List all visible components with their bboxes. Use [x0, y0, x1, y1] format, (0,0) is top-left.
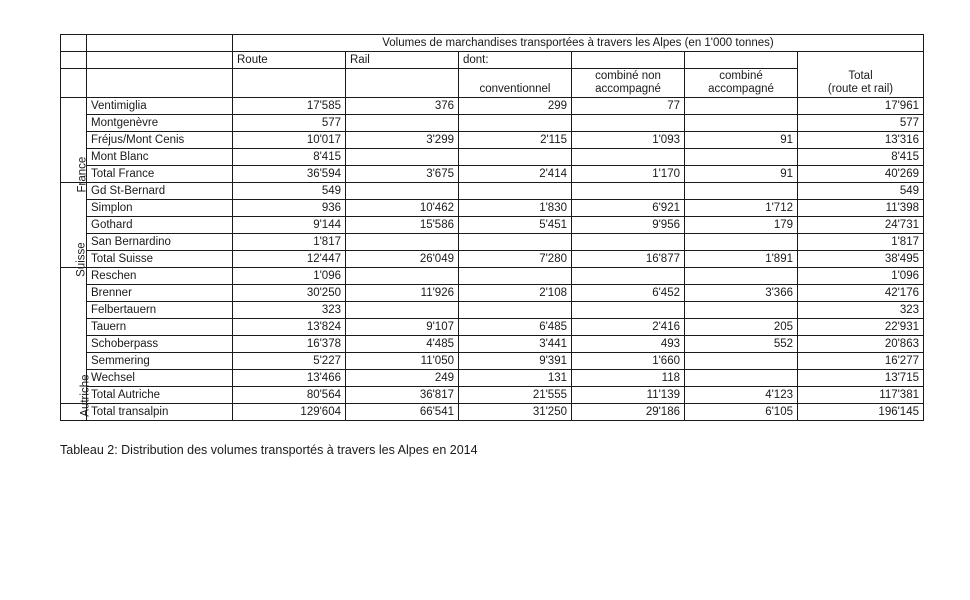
- table-row: [61, 149, 924, 166]
- cell-combine-accompagne: 3'366: [685, 285, 798, 302]
- cell-conventionnel: 6'485: [459, 319, 572, 336]
- group-label-france: [61, 98, 89, 193]
- cell-combine-accompagne: [685, 302, 798, 319]
- header-col-dont-spacer-1: [572, 52, 685, 69]
- cell-rail: 11'926: [346, 285, 459, 302]
- cell-route: 5'227: [233, 353, 346, 370]
- group-label-suisse: [61, 183, 88, 278]
- group-label-autriche-text: Autriche: [79, 374, 92, 417]
- cell-combine-non-accompagne: [572, 183, 685, 200]
- cell-conventionnel: 7'280: [459, 251, 572, 268]
- cell-total: 42'176: [798, 285, 924, 302]
- cell-total: 20'863: [798, 336, 924, 353]
- cell-combine-non-accompagne: 29'186: [572, 404, 685, 421]
- cell-route: 577: [233, 115, 346, 132]
- cell-combine-accompagne: 179: [685, 217, 798, 234]
- header-cna-line2: accompagné: [595, 83, 661, 96]
- cell-total: 1'096: [798, 268, 924, 285]
- table-row: [61, 132, 924, 149]
- cell-route: 13'466: [233, 370, 346, 387]
- cell-combine-non-accompagne: 118: [572, 370, 685, 387]
- cell-combine-non-accompagne: [572, 149, 685, 166]
- header-col-total-line1: Total: [848, 70, 873, 82]
- header-corner-name: [87, 35, 233, 52]
- cell-total: 11'398: [798, 200, 924, 217]
- table-caption: Tableau 2: Distribution des volumes transportés à travers les Alpes en 2014: [60, 443, 478, 458]
- cell-route: 13'824: [233, 319, 346, 336]
- table-row: [61, 353, 924, 370]
- cell-conventionnel: 2'115: [459, 132, 572, 149]
- cell-conventionnel: [459, 302, 572, 319]
- cell-combine-accompagne: [685, 115, 798, 132]
- cell-route: 549: [233, 183, 346, 200]
- header-cna-line1: combiné non: [595, 70, 661, 82]
- cell-total: 38'495: [798, 251, 924, 268]
- cell-total: 117'381: [798, 387, 924, 404]
- cell-combine-accompagne: [685, 268, 798, 285]
- header-col-rail: Rail: [346, 52, 459, 69]
- table-row: [61, 234, 924, 251]
- cell-rail: 26'049: [346, 251, 459, 268]
- cell-conventionnel: [459, 115, 572, 132]
- cell-rail: [346, 302, 459, 319]
- cell-total: 22'931: [798, 319, 924, 336]
- cell-rail: [346, 268, 459, 285]
- header-col-combine-accompagne: [685, 69, 798, 98]
- cell-combine-accompagne: 4'123: [685, 387, 798, 404]
- cell-rail: 3'299: [346, 132, 459, 149]
- cell-conventionnel: [459, 268, 572, 285]
- cell-route: 10'017: [233, 132, 346, 149]
- cell-combine-non-accompagne: [572, 268, 685, 285]
- cell-rail: 376: [346, 98, 459, 115]
- cell-conventionnel: [459, 149, 572, 166]
- row-name: Mont Blanc: [87, 149, 233, 166]
- header-ca-line2: accompagné: [708, 83, 774, 96]
- table-row: [61, 370, 924, 387]
- header-col-route: Route: [233, 52, 346, 69]
- row-name: San Bernardino: [87, 234, 233, 251]
- row-name: Total transalpin: [87, 404, 233, 421]
- table-row: [61, 217, 924, 234]
- cell-conventionnel: 21'555: [459, 387, 572, 404]
- cell-combine-non-accompagne: 2'416: [572, 319, 685, 336]
- cell-rail: 249: [346, 370, 459, 387]
- cell-total: 196'145: [798, 404, 924, 421]
- cell-route: 8'415: [233, 149, 346, 166]
- cell-combine-non-accompagne: [572, 115, 685, 132]
- cell-route: 129'604: [233, 404, 346, 421]
- cell-combine-non-accompagne: 1'660: [572, 353, 685, 370]
- cell-combine-accompagne: 91: [685, 132, 798, 149]
- cell-combine-accompagne: [685, 98, 798, 115]
- cell-combine-non-accompagne: 11'139: [572, 387, 685, 404]
- table-row: [61, 98, 924, 115]
- cell-rail: 36'817: [346, 387, 459, 404]
- cell-combine-accompagne: 552: [685, 336, 798, 353]
- cell-combine-accompagne: 1'891: [685, 251, 798, 268]
- cell-combine-accompagne: 1'712: [685, 200, 798, 217]
- cell-total: 577: [798, 115, 924, 132]
- row-name: Semmering: [87, 353, 233, 370]
- cell-combine-non-accompagne: 493: [572, 336, 685, 353]
- table-row: [61, 200, 924, 217]
- cell-route: 1'096: [233, 268, 346, 285]
- row-name: Fréjus/Mont Cenis: [87, 132, 233, 149]
- cell-rail: 4'485: [346, 336, 459, 353]
- cell-conventionnel: 2'414: [459, 166, 572, 183]
- table-row: [61, 183, 924, 200]
- row-name: Brenner: [87, 285, 233, 302]
- cell-route: 17'585: [233, 98, 346, 115]
- cell-combine-accompagne: [685, 353, 798, 370]
- header-col-combine-non-accompagne: [572, 69, 685, 98]
- header-col-conventionnel: conventionnel: [459, 69, 572, 98]
- cell-conventionnel: 31'250: [459, 404, 572, 421]
- cell-combine-accompagne: [685, 183, 798, 200]
- table-row: [61, 285, 924, 302]
- cell-total: 1'817: [798, 234, 924, 251]
- row-name: Tauern: [87, 319, 233, 336]
- cell-conventionnel: 299: [459, 98, 572, 115]
- row-name: Total Autriche: [87, 387, 233, 404]
- cell-route: 80'564: [233, 387, 346, 404]
- cell-combine-non-accompagne: [572, 302, 685, 319]
- cell-route: 323: [233, 302, 346, 319]
- header-col-total: [798, 52, 924, 98]
- header-ca-line1: combiné: [719, 70, 763, 82]
- cell-combine-non-accompagne: 9'956: [572, 217, 685, 234]
- table-row: [61, 319, 924, 336]
- table-row: [61, 302, 924, 319]
- cell-rail: 15'586: [346, 217, 459, 234]
- row-name: Gothard: [87, 217, 233, 234]
- row-name: Wechsel: [87, 370, 233, 387]
- header-corner-name-2: [87, 52, 233, 69]
- cell-combine-non-accompagne: 16'877: [572, 251, 685, 268]
- cell-conventionnel: 1'830: [459, 200, 572, 217]
- cell-conventionnel: 5'451: [459, 217, 572, 234]
- table-row: [61, 115, 924, 132]
- cell-combine-non-accompagne: [572, 234, 685, 251]
- table-row: [61, 268, 924, 285]
- table-row-total: [61, 166, 924, 183]
- freight-volumes-table: [60, 34, 924, 421]
- cell-combine-accompagne: [685, 234, 798, 251]
- cell-total: 549: [798, 183, 924, 200]
- header-col-dont: dont:: [459, 52, 572, 69]
- cell-combine-accompagne: [685, 149, 798, 166]
- cell-rail: [346, 183, 459, 200]
- table-header-row-1: [61, 35, 924, 52]
- row-name: Gd St-Bernard: [87, 183, 233, 200]
- cell-route: 12'447: [233, 251, 346, 268]
- table-header-row-3: [61, 69, 924, 98]
- cell-conventionnel: [459, 234, 572, 251]
- table-header-row-2: [61, 52, 924, 69]
- cell-total: 323: [798, 302, 924, 319]
- cell-rail: [346, 234, 459, 251]
- cell-combine-accompagne: [685, 370, 798, 387]
- cell-total: 40'269: [798, 166, 924, 183]
- row-name: Felbertauern: [87, 302, 233, 319]
- cell-combine-accompagne: 91: [685, 166, 798, 183]
- cell-total: 13'316: [798, 132, 924, 149]
- row-name: Ventimiglia: [87, 98, 233, 115]
- cell-rail: 10'462: [346, 200, 459, 217]
- group-label-france-text: France: [76, 156, 89, 193]
- cell-conventionnel: 9'391: [459, 353, 572, 370]
- cell-total: 17'961: [798, 98, 924, 115]
- header-corner-group: [61, 35, 87, 52]
- table-row-total: [61, 251, 924, 268]
- header-corner-group-3: [61, 69, 87, 98]
- cell-combine-non-accompagne: 1'093: [572, 132, 685, 149]
- cell-route: 936: [233, 200, 346, 217]
- cell-rail: 11'050: [346, 353, 459, 370]
- cell-conventionnel: 3'441: [459, 336, 572, 353]
- header-rail-spacer: [346, 69, 459, 98]
- cell-combine-non-accompagne: 1'170: [572, 166, 685, 183]
- table-row-total: [61, 387, 924, 404]
- cell-combine-accompagne: 205: [685, 319, 798, 336]
- cell-combine-non-accompagne: 77: [572, 98, 685, 115]
- cell-total: 16'277: [798, 353, 924, 370]
- table-row: [61, 336, 924, 353]
- row-name: Total Suisse: [87, 251, 233, 268]
- group-label-suisse-text: Suisse: [75, 242, 88, 278]
- group-label-autriche: [61, 268, 92, 417]
- cell-route: 9'144: [233, 217, 346, 234]
- row-name: Reschen: [87, 268, 233, 285]
- cell-combine-non-accompagne: 6'452: [572, 285, 685, 302]
- row-name: Simplon: [87, 200, 233, 217]
- cell-conventionnel: [459, 183, 572, 200]
- header-col-dont-spacer-2: [685, 52, 798, 69]
- header-route-spacer: [233, 69, 346, 98]
- header-corner-name-3: [87, 69, 233, 98]
- cell-route: 30'250: [233, 285, 346, 302]
- header-corner-group-2: [61, 52, 87, 69]
- cell-conventionnel: 2'108: [459, 285, 572, 302]
- cell-combine-non-accompagne: 6'921: [572, 200, 685, 217]
- cell-route: 1'817: [233, 234, 346, 251]
- cell-rail: [346, 115, 459, 132]
- row-name: Total France: [87, 166, 233, 183]
- cell-total: 13'715: [798, 370, 924, 387]
- cell-rail: 3'675: [346, 166, 459, 183]
- cell-combine-accompagne: 6'105: [685, 404, 798, 421]
- cell-rail: 66'541: [346, 404, 459, 421]
- cell-rail: 9'107: [346, 319, 459, 336]
- header-span-title: Volumes de marchandises transportées à travers les Alpes (en 1'000 tonnes): [233, 35, 924, 52]
- table-row-grand-total: [61, 404, 924, 421]
- cell-route: 36'594: [233, 166, 346, 183]
- row-name: Schoberpass: [87, 336, 233, 353]
- cell-conventionnel: 131: [459, 370, 572, 387]
- cell-rail: [346, 149, 459, 166]
- header-col-total-line2: (route et rail): [827, 83, 894, 96]
- row-name: Montgenèvre: [87, 115, 233, 132]
- cell-total: 8'415: [798, 149, 924, 166]
- cell-route: 16'378: [233, 336, 346, 353]
- cell-total: 24'731: [798, 217, 924, 234]
